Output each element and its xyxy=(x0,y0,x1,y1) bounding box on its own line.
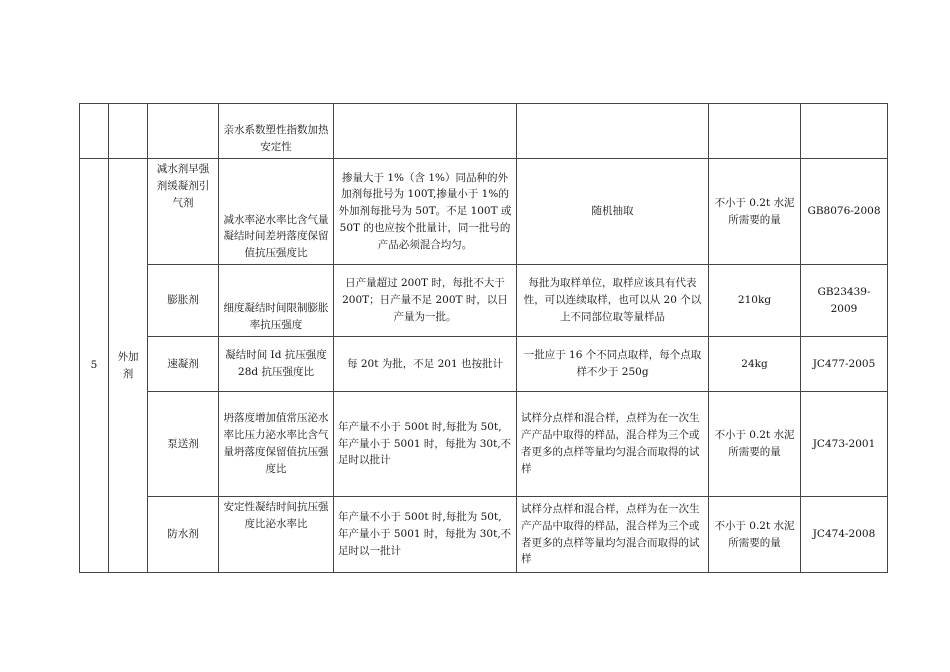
cell-standard: GB23439-2009 xyxy=(801,265,888,337)
cell-sampling: 试样分点样和混合样，点样为在一次生产产品中取得的样品，混合样为三个或者更多的点样等量均匀混合而取得的试样 xyxy=(517,497,709,573)
table-row xyxy=(80,337,888,392)
cell-test-items: 减水率泌水率比含气量凝结时间差坍落度保留值抗压强度比 xyxy=(219,159,334,265)
cell-batch-rule: 年产量不小于 500t 时,每批为 50t,年产量小于 5001 时，每批为 30t,不足时以一批计 xyxy=(334,497,517,573)
cell-standard: GB8076-2008 xyxy=(801,159,888,265)
cell-empty xyxy=(80,104,109,159)
cell-empty xyxy=(109,104,148,159)
cell-empty xyxy=(148,104,219,159)
table-row xyxy=(80,497,888,573)
cell-quantity: 不小于 0.2t 水泥所需要的量 xyxy=(709,497,801,573)
cell-batch-rule: 每 20t 为批，不足 201 也按批计 xyxy=(334,337,517,392)
group-number: 5 xyxy=(80,159,109,573)
cell-sampling: 一批应于 16 个不同点取样，每个点取样不少于 250g xyxy=(517,337,709,392)
table-row xyxy=(80,265,888,337)
cell-quantity: 24kg xyxy=(709,337,801,392)
cell-test-items: 凝结时间 Id 抗压强度 28d 抗压强度比 xyxy=(219,337,334,392)
cell-test-items: 安定性凝结时间抗压强度比泌水率比 xyxy=(219,497,334,573)
cell-test-items: 坍落度增加值常压泌水率比压力泌水率比含气量坍落度保留值抗压强度比 xyxy=(219,392,334,497)
cell-empty xyxy=(801,104,888,159)
cell-quantity: 不小于 0.2t 水泥所需要的量 xyxy=(709,392,801,497)
cell-standard: JC477-2005 xyxy=(801,337,888,392)
cell-test-items: 亲水系数塑性指数加热安定性 xyxy=(219,104,334,159)
cell-batch-rule: 年产量不小于 500t 时,每批为 50t,年产量小于 5001 时，每批为 30t,不足时以批计 xyxy=(334,392,517,497)
cell-empty xyxy=(517,104,709,159)
cell-empty xyxy=(709,104,801,159)
cell-name: 减水剂早强剂缓凝剂引气剂 xyxy=(148,159,219,265)
cell-batch-rule: 日产量超过 200T 时，每批不大于200T；日产量不足 200T 时，以日产量为一批。 xyxy=(334,265,517,337)
table-row xyxy=(80,159,888,265)
cell-quantity: 210kg xyxy=(709,265,801,337)
table-row xyxy=(80,392,888,497)
cell-name: 速凝剂 xyxy=(148,337,219,392)
spec-table xyxy=(79,103,888,573)
cell-name: 膨胀剂 xyxy=(148,265,219,337)
cell-test-items: 细度凝结时间限制膨胀率抗压强度 xyxy=(219,265,334,337)
group-category: 外加剂 xyxy=(109,159,148,573)
cell-empty xyxy=(334,104,517,159)
cell-sampling: 随机抽取 xyxy=(517,159,709,265)
cell-sampling: 每批为取样单位，取样应该具有代表性，可以连续取样，也可以从 20 个以上不同部位取等量样品 xyxy=(517,265,709,337)
cell-batch-rule: 掺量大于 1%（含 1%）同品种的外加剂每批号为 100T,掺量小于 1%的外加剂每批号为 50T。不足 100T 或 50T 的也应按个批量计，同一批号的产品必须混合均匀。 xyxy=(334,159,517,265)
cell-standard: JC473-2001 xyxy=(801,392,888,497)
cell-quantity: 不小于 0.2t 水泥所需要的量 xyxy=(709,159,801,265)
cell-name: 泵送剂 xyxy=(148,392,219,497)
cell-sampling: 试样分点样和混合样，点样为在一次生产产品中取得的样品，混合样为三个或者更多的点样等量均匀混合而取得的试样 xyxy=(517,392,709,497)
table-row-continuation xyxy=(80,104,888,159)
cell-name: 防水剂 xyxy=(148,497,219,573)
cell-standard: JC474-2008 xyxy=(801,497,888,573)
